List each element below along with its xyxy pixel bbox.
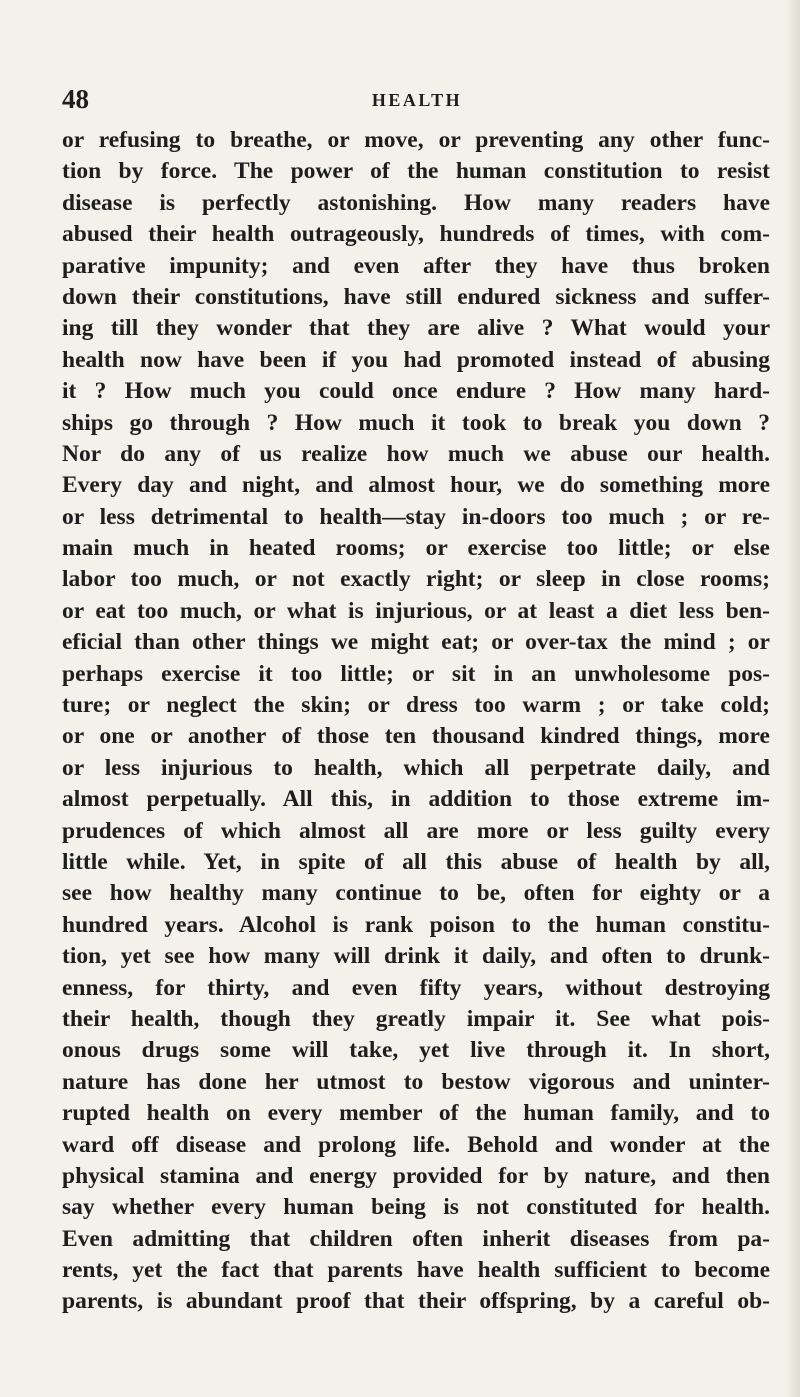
text-line: parative impunity; and even after they have thus broken	[62, 252, 770, 279]
text-line: ward off disease and prolong life. Behold and wonder at the	[62, 1131, 770, 1158]
text-line: ships go through ? How much it took to break you down ?	[62, 409, 770, 436]
running-head: HEALTH	[371, 90, 463, 110]
text-line: their health, though they greatly impair it. See what pois-	[62, 1005, 770, 1032]
text-line: main much in heated rooms; or exercise too little; or else	[62, 535, 770, 562]
text-line: health now have been if you had promoted instead of abusing	[62, 346, 770, 373]
text-line: abused their health outrageously, hundreds of times, with com-	[62, 221, 770, 248]
page-header	[62, 84, 772, 118]
text-line: or refusing to breathe, or move, or preventing any other func-	[62, 127, 770, 153]
text-line: ture; or neglect the skin; or dress too warm ; or take cold;	[62, 692, 770, 719]
text-line: onous drugs some will take, yet live through it. In short,	[62, 1037, 770, 1064]
text-line: or eat too much, or what is injurious, or at least a diet less ben-	[62, 597, 770, 624]
text-line: or less injurious to health, which all perpetrate daily, and	[62, 754, 770, 781]
text-line: see how healthy many continue to be, often for eighty or a	[62, 880, 770, 907]
text-line: little while. Yet, in spite of all this abuse of health by all,	[62, 848, 770, 875]
page-edge-shadow	[786, 0, 800, 1397]
text-line: almost perpetually. All this, in addition to those extreme im-	[62, 786, 770, 813]
text-line: tion by force. The power of the human constitution to resist	[62, 158, 770, 185]
text-line: prudences of which almost all are more or less guilty every	[62, 817, 770, 844]
text-line: perhaps exercise it too little; or sit in an unwholesome pos-	[62, 660, 770, 687]
text-line: disease is perfectly astonishing. How many readers have	[62, 189, 770, 216]
text-line: down their constitutions, have still endured sickness and suffer-	[62, 283, 770, 310]
text-line: Nor do any of us realize how much we abuse our health.	[62, 440, 770, 467]
text-line: Even admitting that children often inherit diseases from pa-	[62, 1225, 770, 1252]
text-line: say whether every human being is not constituted for health.	[62, 1194, 770, 1221]
text-line: hundred years. Alcohol is rank poison to the human constitu-	[62, 911, 770, 938]
text-line: enness, for thirty, and even fifty years, without destroying	[62, 974, 770, 1001]
text-line: labor too much, or not exactly right; or sleep in close rooms;	[62, 566, 770, 593]
text-line: eficial than other things we might eat; or over-tax the mind ; or	[62, 629, 770, 656]
text-line: rents, yet the fact that parents have health sufficient to become	[62, 1257, 770, 1284]
text-line: or less detrimental to health—stay in-doors too much ; or re-	[62, 503, 770, 530]
text-line: tion, yet see how many will drink it daily, and often to drunk-	[62, 943, 770, 970]
text-line: or one or another of those ten thousand kindred things, more	[62, 723, 770, 750]
body-text	[62, 125, 770, 1318]
text-line: physical stamina and energy provided for by nature, and then	[62, 1162, 770, 1189]
text-line: nature has done her utmost to bestow vigorous and uninter-	[62, 1068, 770, 1095]
page-number: 48	[62, 84, 89, 114]
text-line: Every day and night, and almost hour, we do something more	[62, 472, 770, 499]
text-line: it ? How much you could once endure ? How many hard-	[62, 378, 770, 405]
text-line: parents, is abundant proof that their offspring, by a careful ob-	[62, 1288, 770, 1315]
text-line: ing till they wonder that they are alive ? What would your	[62, 315, 770, 342]
text-line: rupted health on every member of the human family, and to	[62, 1100, 770, 1127]
